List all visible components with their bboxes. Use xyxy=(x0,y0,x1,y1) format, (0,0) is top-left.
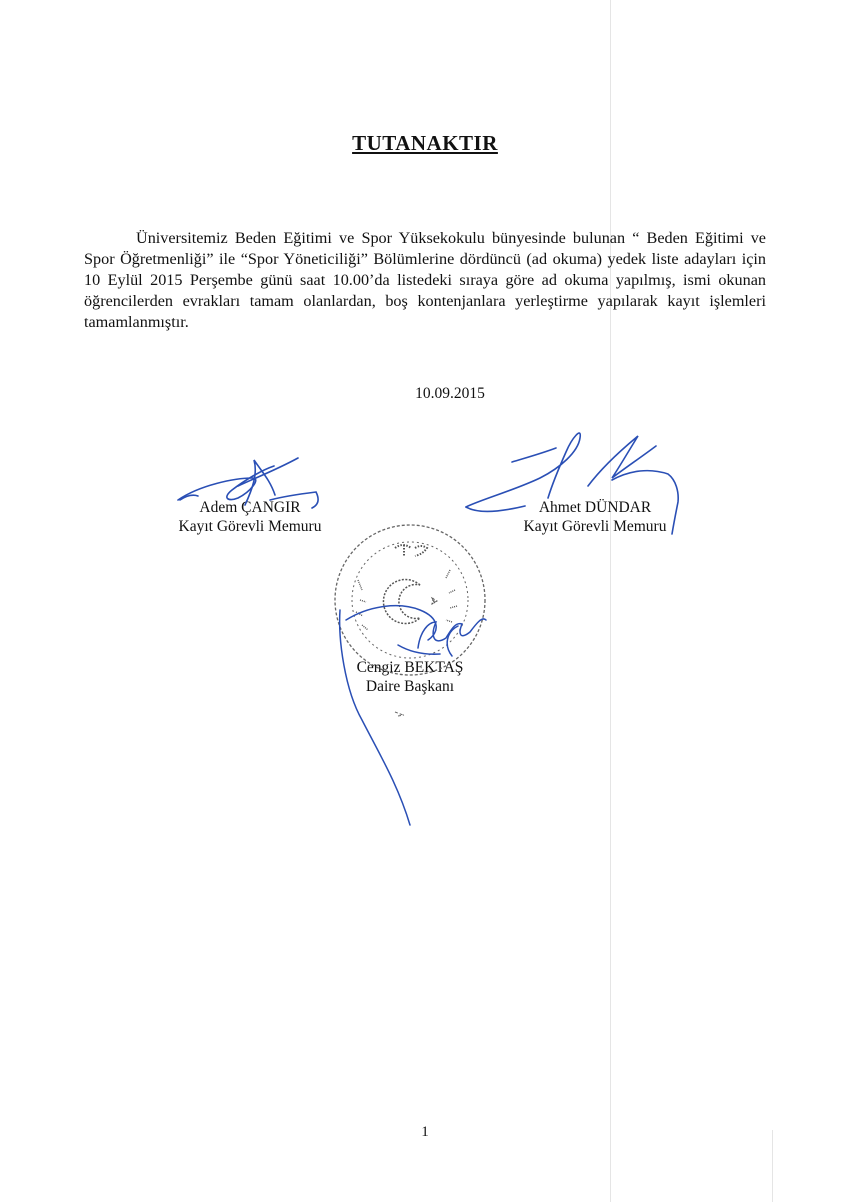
official-stamp xyxy=(335,525,485,716)
signature-stroke xyxy=(418,619,486,648)
signature-center xyxy=(340,606,486,825)
signature-left xyxy=(178,458,318,508)
signature-stroke xyxy=(612,471,678,534)
signature-stroke xyxy=(346,606,436,640)
signatory-name: Adem ÇANGIR xyxy=(199,499,301,516)
signature-stroke xyxy=(588,436,656,486)
page-number: 1 xyxy=(421,1124,429,1140)
document-title: TUTANAKTIR xyxy=(352,131,498,155)
signature-stroke xyxy=(447,626,458,656)
signature-stroke xyxy=(270,492,318,508)
signatory-name: Ahmet DÜNDAR xyxy=(538,499,652,516)
signatory-role: Kayıt Görevli Memuru xyxy=(523,518,667,535)
signature-stroke xyxy=(512,448,556,462)
signature-stroke xyxy=(466,433,580,507)
signatory-role: Kayıt Görevli Memuru xyxy=(178,518,322,535)
signatory-name: Cengiz BEKTAŞ xyxy=(356,659,464,676)
star-icon xyxy=(432,598,437,604)
document-body: Üniversitemiz Beden Eğitimi ve Spor Yüksekokulu bünyesinde bulunan “ Beden Eğitimi ve Spor Öğretmenliği” ile “Spor Yöneticiliği” Bölümlerine dördüncü (ad okuma) yedek liste adayları için 10 Eylül 2015 Perşembe günü saat 10.00’da listedeki sıraya göre ad okuma yapılmış, ismi okunan öğrencilerden evrakları tamam olanlardan, boş kontenjanlara yerleştirme yapılarak kayıt işlemleri tamamlanmıştır. xyxy=(84,229,766,331)
signature-stroke xyxy=(340,610,410,825)
crescent-icon xyxy=(383,580,420,624)
stamp-emblem-lettering xyxy=(395,545,427,557)
signature-stroke xyxy=(180,495,198,500)
signature-right xyxy=(466,433,678,534)
document-date: 10.09.2015 xyxy=(415,385,485,402)
signatory-role: Daire Başkanı xyxy=(365,678,455,695)
stamp-inner-ring xyxy=(352,542,468,658)
small-ink-mark xyxy=(395,712,404,716)
signature-stroke xyxy=(466,506,525,511)
